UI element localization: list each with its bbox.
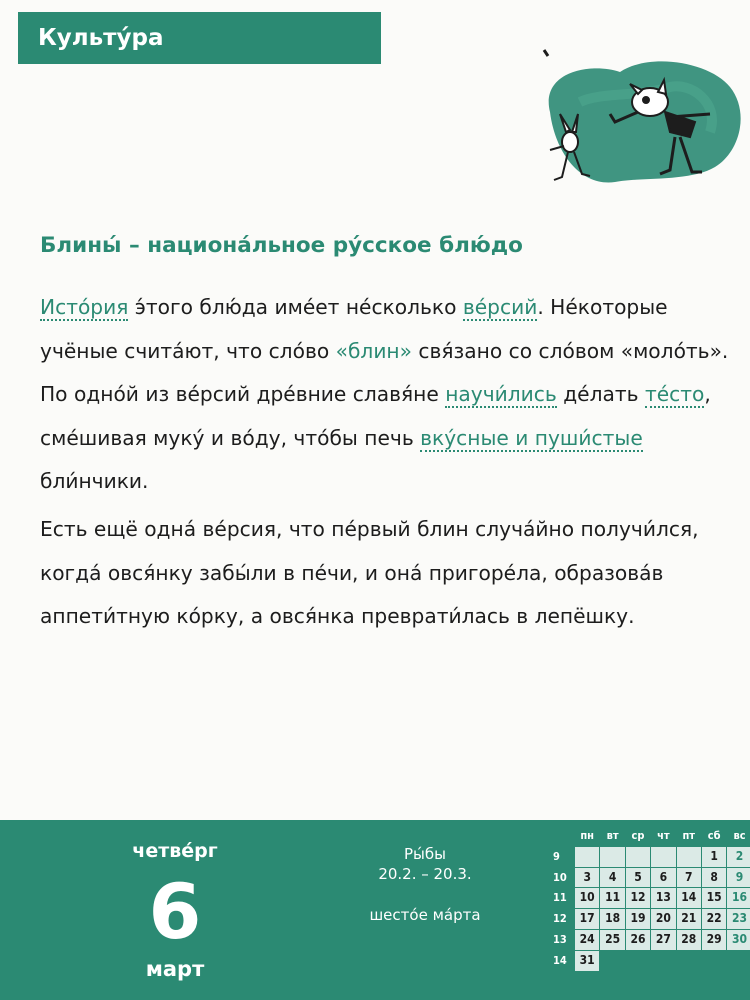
weekday-header: сб xyxy=(707,829,721,842)
keyword-link[interactable]: научи́лись xyxy=(445,382,557,407)
paragraph-1 xyxy=(40,286,735,504)
keyword-link[interactable]: ве́рсий xyxy=(462,295,538,319)
week-number: 9 xyxy=(553,849,560,863)
week-number: 11 xyxy=(553,891,567,905)
date-footer xyxy=(0,820,750,1000)
calendar-day: 16 xyxy=(727,888,750,908)
weekday-header: чт xyxy=(657,829,670,842)
weekday-header: пн xyxy=(580,829,595,842)
paragraph-text: . Не́которые учёные счита́ют, что сло́во xyxy=(40,295,668,363)
wolf-and-hare-illustration xyxy=(520,42,748,202)
calendar-day: 11 xyxy=(600,888,624,908)
calendar-day: 12 xyxy=(626,888,650,908)
weekday-header: вс xyxy=(733,829,746,842)
calendar-day: 20 xyxy=(651,909,675,929)
calendar-corner xyxy=(550,826,574,846)
calendar-day: 3 xyxy=(575,868,599,888)
calendar-empty-cell xyxy=(575,847,599,867)
zodiac-range: 20.2. – 20.3. xyxy=(378,865,472,883)
calendar-empty-cell xyxy=(651,951,675,971)
calendar-day: 28 xyxy=(677,930,701,950)
zodiac-name: Ры́бы xyxy=(404,845,446,863)
calendar-day: 18 xyxy=(600,909,624,929)
calendar-day: 7 xyxy=(677,868,701,888)
calendar-day: 1 xyxy=(702,847,726,867)
calendar-empty-cell xyxy=(626,847,650,867)
date-panel xyxy=(0,820,544,1000)
keyword-quote: «блин» xyxy=(335,338,412,363)
keyword-link[interactable]: Исто́рия xyxy=(40,295,129,319)
calendar-day: 9 xyxy=(727,868,750,888)
paragraph-text: де́лать xyxy=(556,382,645,407)
calendar-empty-cell xyxy=(626,951,650,971)
weekday-header: ср xyxy=(631,829,645,842)
calendar-day: 27 xyxy=(651,930,675,950)
calendar-empty-cell xyxy=(677,951,701,971)
calendar-grid xyxy=(550,826,750,971)
keyword-link[interactable]: те́сто xyxy=(644,382,705,407)
calendar-day: 26 xyxy=(626,930,650,950)
calendar-day: 17 xyxy=(575,909,599,929)
calendar-day: 8 xyxy=(702,868,726,888)
week-number: 12 xyxy=(553,912,567,926)
paragraph-2: Есть ещё одна́ ве́рсия, что пе́рвый блин случа́йно получи́лся, когда́ овся́нку забы́ли в пе́чи, и она́ пригоре́ла, образова́в аппети́тную ко́рку, а овся́нка преврати́лась в лепёшку. xyxy=(40,516,699,629)
calendar-day: 5 xyxy=(626,868,650,888)
week-number: 14 xyxy=(553,953,567,967)
calendar-day: 19 xyxy=(626,909,650,929)
calendar-empty-cell xyxy=(651,847,675,867)
paragraph-text: бли́нчики. xyxy=(40,469,149,494)
keyword-link[interactable]: вку́сные и пуши́стые xyxy=(420,425,643,450)
article-body xyxy=(40,286,735,639)
section-header xyxy=(18,12,381,64)
calendar-day: 31 xyxy=(575,951,599,971)
calendar-day: 29 xyxy=(702,930,726,950)
paragraph-text: свя́зано со сло́вом «моло́ть». По одно́й из ве́рсий дре́вние славя́не xyxy=(40,338,729,407)
calendar-day: 14 xyxy=(677,888,701,908)
calendar-day: 25 xyxy=(600,930,624,950)
day-name-text: шесто́е ма́рта xyxy=(369,906,481,924)
week-number: 10 xyxy=(553,870,567,884)
calendar-empty-cell xyxy=(727,951,750,971)
calendar-day: 2 xyxy=(727,847,750,867)
week-number: 13 xyxy=(553,932,567,946)
calendar-day: 24 xyxy=(575,930,599,950)
calendar-day: 21 xyxy=(677,909,701,929)
calendar-day: 10 xyxy=(575,888,599,908)
calendar-day: 23 xyxy=(727,909,750,929)
month-label: март xyxy=(145,957,205,981)
calendar-empty-cell xyxy=(600,951,624,971)
calendar-empty-cell xyxy=(702,951,726,971)
month-calendar xyxy=(544,820,750,1000)
paragraph-text: э́того блю́да име́ет не́сколько xyxy=(128,295,463,319)
weekday-label: четве́рг xyxy=(132,840,218,862)
zodiac-info xyxy=(345,844,505,884)
weekday-header: пт xyxy=(682,829,696,842)
paragraph-text: , сме́шивая муку́ и во́ду, что́бы печь xyxy=(40,382,711,450)
weekday-header: вт xyxy=(606,829,619,842)
calendar-empty-cell xyxy=(600,847,624,867)
section-title: Культу́ра xyxy=(38,25,164,51)
calendar-day: 30 xyxy=(727,930,750,950)
calendar-day: 13 xyxy=(651,888,675,908)
calendar-day: 15 xyxy=(702,888,726,908)
calendar-day: 4 xyxy=(600,868,624,888)
calendar-day: 6 xyxy=(651,868,675,888)
calendar-empty-cell xyxy=(677,847,701,867)
day-number: 6 xyxy=(148,867,202,956)
calendar-day: 22 xyxy=(702,909,726,929)
article-title: Блины́ – национа́льное ру́сское блю́до xyxy=(40,233,523,258)
